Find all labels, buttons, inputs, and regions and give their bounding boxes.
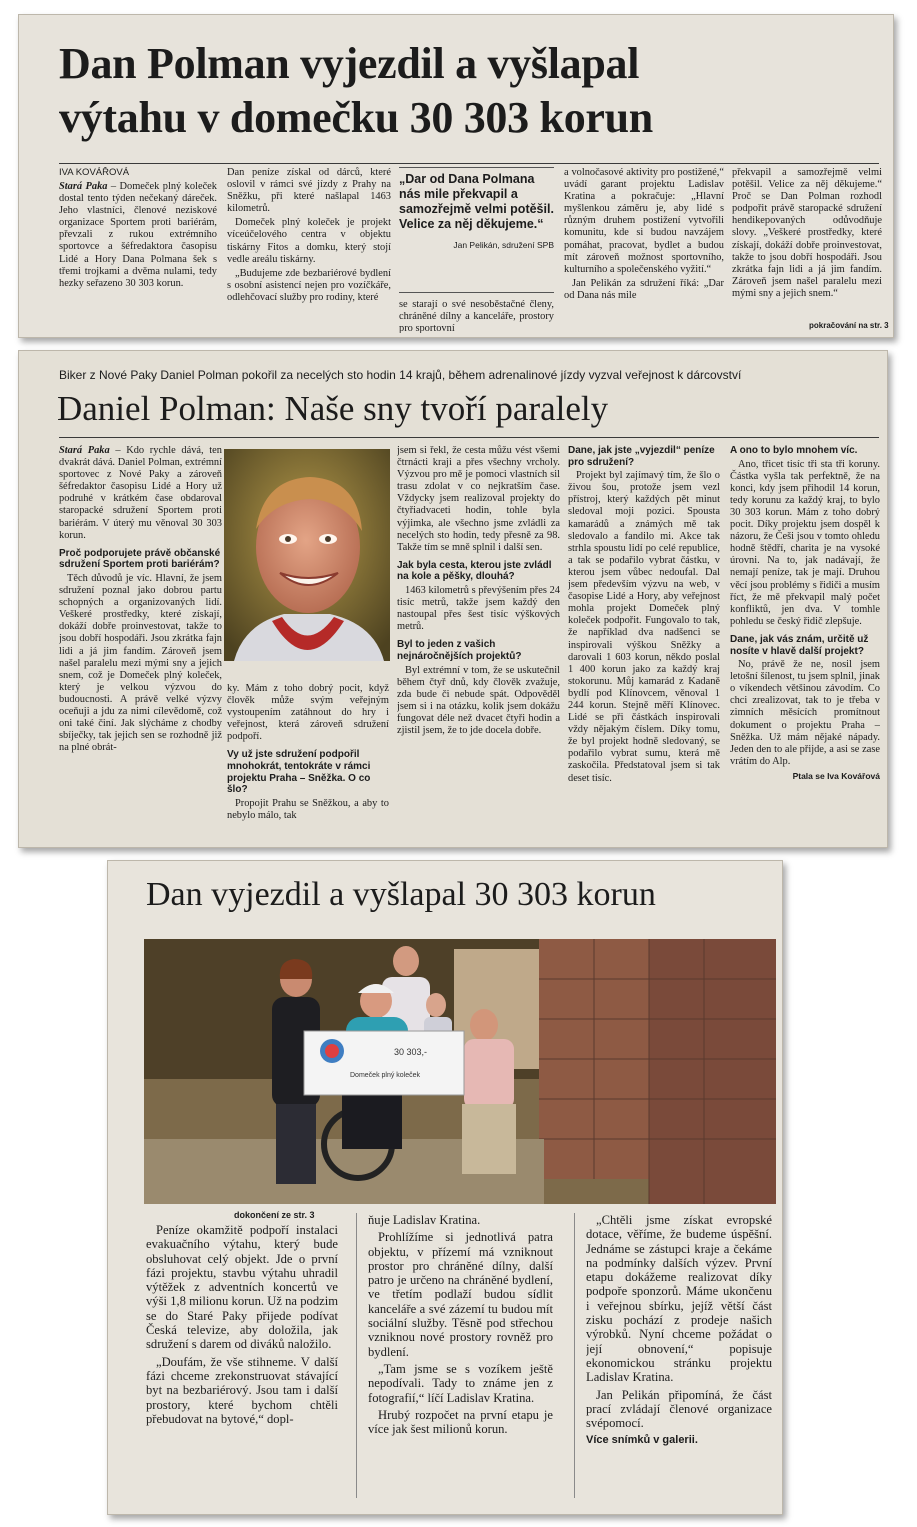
clip2-column-2 <box>227 683 389 839</box>
clip2-column-4 <box>568 445 720 839</box>
clipping-2 <box>18 350 888 848</box>
clip3-divider-2 <box>574 1213 575 1498</box>
clip1-col2-p3: „Budujeme zde bezbariérové bydlení s osobní asistencí nejen pro vozíčkáře, odlehčovací služby pro rodiny, které <box>227 267 391 303</box>
clip2-answer-5: Projekt byl zajímavý tím, že šlo o živou šou, protože jsem vezl přístroj, který každých pět minut sledoval moji pozici. Spousta kamarádů a známých mě tak sledovalo a fandilo mi. Akce tak strhla spoustu lidí po celé republice, a tak se podařilo vybrat částku, v kterou jsem vůbec nedoufal. Dal jsem především výzvu na web, v časopise Lidé a Hory, aby veřejnost mohla projekt Domeček plný koleček podpořit. Fungovalo to tak, že například dva nadšenci se inspirovali výškou Sněžky a darovali 1 603 korun, někdo poslal 1 400 korun jako za každý kraj stokorunu. Můj kamarád z Kadaně bydlí pod Klínovcem, věnoval 1 244 korun. Stejně měří Klínovec. Lidé se při částkách inspirovali vždy nějakým číslem. Díky tomu, že byl projekt hodně sledovaný, se podařilo vybrat sumu, která mě zaskočila. Předstatoval jsem si tak deset tisíc. <box>568 470 720 784</box>
clip3-col1-p2: „Doufám, že vše stihneme. V další fázi chceme zrekonstruovat stávající byt na bezbariérový. Jsou tam i další prostory, které bychom chtěli přebudovat na bytové,“ dopl- <box>146 1354 338 1426</box>
clip2-signoff: Ptala se Iva Kovářová <box>792 770 880 781</box>
clip2-headline-rule <box>59 437 879 438</box>
clip3-col2-p0: ňuje Ladislav Kratina. <box>368 1213 481 1227</box>
check-title: Domeček plný koleček <box>350 1072 421 1079</box>
clip2-answer-2: Propojit Prahu se Sněžkou, a aby to nebylo málo, tak <box>227 797 389 821</box>
clip1-col2-p1: Dan peníze získal od dárců, které oslovil v rámci své jízdy z Prahy na Sněžku, při které našlapal 1463 kilometrů. <box>227 167 391 215</box>
clip2-question-5: Dane, jak jste „vyjezdil“ peníze pro sdružení? <box>568 445 715 468</box>
clip1-column-4 <box>564 167 724 333</box>
clip1-column-2 <box>227 167 391 331</box>
clip2-answer-1: Těch důvodů je víc. Hlavní, že jsem sdružení poznal jako dobrou partu schopných a organizovaných lidí. Veškeré prostředky, které získají, dokáží dobře proinvestovat, takže to jsou dobří hospodáři. Jsou zkrátka fajn lidi a já jim fandím. Zároveň jsem našel paralelu mezi mými sny a jejich snem, což je Domeček plný koleček, který je velkou výzvou do budoucnosti. A právě velké výzvy oceňuji a jdu za nimi cílevědomě, což oni také činí. Jak slýcháme z chodby sbíječky, tak jejich sen se rozhodně již na plné obrát- <box>59 572 222 754</box>
clip1-quote-text: „Dar od Dana Polmana nás mile překvapil a samozřejmě velmi potěšil. Velice za něj děkujeme.“ <box>399 172 554 231</box>
clip1-column-1 <box>59 181 217 331</box>
clip2-question-1: Proč podporujete právě občanské sdružení Sportem proti bariérám? <box>59 547 221 571</box>
clip2-portrait-photo <box>224 449 390 661</box>
clip1-headline-rule <box>59 163 879 164</box>
clip1-col3-text: se starají o své nesoběstačné členy, chráněné dílny a kanceláře, prostory pro sportovní <box>399 299 554 333</box>
clip2-col2-text: ky. Mám z toho dobrý pocit, když člověk může svým veřejným vystoupením zatáhnout do hry i veřejnost, která zároveň sdružení podpoří. <box>227 683 389 743</box>
clip1-place: Stará Paka <box>59 181 108 192</box>
clip2-headline: Daniel Polman: Naše sny tvoří paralely <box>57 389 609 428</box>
clip2-col3-text: jsem si řekl, že cesta můžu vést všemi čtrnácti kraji a přes všechny vrcholy. Výzvou pro mě je pomoci vlastních sil trasu zdolat v co nejkratším čase. Vždycky jsem realizoval projekty do čtyřiadvaceti hodin, tohle byla výjimka, ale všechno jsme zvládli za necelých sto hodin, tedy přesně za 98. Takže tím se mně splnil i další sen. <box>397 445 560 553</box>
clip3-gallery-link[interactable]: Více snímků v galerii. <box>586 1434 698 1447</box>
clip3-column-1 <box>146 1223 338 1511</box>
clip1-col5-text: překvapil a samozřejmě velmi potěšil. Velice za něj děkujeme.“ Proč se Dan Polman rozhodl podpořit právě staropacké sdružení hendikepovaných odůvodňuje slovy. „Veškeré prostředky, které získají, dokáží dobře proinvestovat, takže to jsou dobří hospodáři. Jsou zkrátka fajn lidi a já jim fandím. Zároveň jsem našel paralelu mezi mými sny a jejich snem.“ <box>732 167 882 299</box>
clip2-answer-4: Byl extrémní v tom, že se uskutečnil během čtyř dnů, kdy člověk zvažuje, zda bude či nebude spát. Odpověděl jsem si i na otázku, kolik jsem dokážu fungovat déle než dvacet čtyři hodin a zjistil jsem, že to jde docela dobře. <box>397 664 560 737</box>
clip3-continued-from: dokončení ze str. 3 <box>234 1210 315 1220</box>
clip3-col2-p1: Prohlížíme si jednotlivá patra objektu, v přízemí má vzniknout prostor pro chráněné dílny, další patro je určeno na chráněné bydlení, ve třetím podlaží budou sídlit kanceláře a své zázemí tu budou mít sociální služby. Těsně pod střechou vzniknou nové prostory rovněž pro bydlení. <box>368 1230 553 1359</box>
clip1-col1-text: – Domeček plný koleček dostal tento týden nečekaný dáreček. Jeho vlastníci, členové neziskové organizace Sportem proti bariérám, převzali z rukou extrémního sportovce a šéfredaktora časopisu Lidé a Hory Dana Polmana šek s třemi trojkami a dvěma nulami, tedy hezky seřazeno 30 303 korun. <box>59 181 217 289</box>
clip2-question-4: Byl to jeden z vašich nejnáročnějších projektů? <box>397 639 522 662</box>
clip3-col3-p1: „Chtěli jsme získat evropské dotace, věříme, že budeme úspěšní. Jednáme se zástupci kraje a čekáme na podmínky dalších výzev. První etapu dokážeme realizovat díky podpoře sponzorů. Máme ukončenu i veřejnou sbírku, jejíž větší část zisku pochází z prodeje našich výrobků. Nyní chceme požádat o její obnovení,“ popisuje ekonomickou stránku projektu Ladislav Kratina. <box>586 1213 772 1385</box>
clip1-col4-p1: a volnočasové aktivity pro postižené,“ uvádí garant projektu Ladislav Kratina a pokračuje: „Hlavní myšlenkou záměru je, aby lidé s různým druhem postižení vytvořili komunitu, kde si budou navzájem pomáhat, pracovat, bydlet a budou mít zároveň možnost sportovního, kulturního a společenského vyžití.“ <box>564 167 724 275</box>
clip1-column-3-bottom <box>399 299 554 333</box>
clip2-answer-3: 1463 kilometrů s převýšením přes 24 tisíc metrů, takže jsem každý den nastoupal přes šest tisíc výškových metrů. <box>397 585 560 633</box>
group-photo-image <box>144 939 776 1204</box>
clip2-question-7: Dane, jak vás znám, určitě už nosíte v hlavě další projekt? <box>730 633 869 657</box>
clip3-divider-1 <box>356 1213 357 1498</box>
clip2-question-2: Vy už jste sdružení podpořil mnohokrát, tentokráte v rámci projektu Praha – Sněžka. O co šlo? <box>227 749 371 796</box>
clipping-1 <box>18 14 894 338</box>
clip3-col3-p2: Jan Pelikán připomíná, že část prací zvládají členové organizace svépomocí. <box>586 1387 772 1431</box>
clip1-continued: pokračování na str. 3 <box>809 321 889 330</box>
clip3-col2-p2: „Tam jsme se s vozíkem ještě nepodívali. Tady to známe jen z fotografií,“ líčí Ladislav Kratina. <box>368 1361 553 1405</box>
check-amount: 30 303,- <box>394 1047 428 1057</box>
clip1-headline-line2: výtahu v domečku 30 303 korun <box>59 93 653 142</box>
clip3-column-2 <box>368 1213 553 1509</box>
clipping-3 <box>107 860 783 1515</box>
clip1-column-5 <box>732 167 882 319</box>
clip3-column-3 <box>586 1213 772 1509</box>
clip1-quote-author: Jan Pelikán, sdružení SPB <box>453 240 554 250</box>
clip3-group-photo <box>144 939 776 1204</box>
clip2-place: Stará Paka <box>59 445 110 456</box>
clip2-column-1 <box>59 445 222 839</box>
portrait-image <box>224 449 390 661</box>
clip2-question-6: A ono to bylo mnohem víc. <box>730 445 858 456</box>
clip2-question-3: Jak byla cesta, kterou jste zvládl na kole a pěšky, dlouhá? <box>397 559 552 583</box>
clip1-col2-p2: Domeček plný koleček je projekt víceúčelového centra v objektu tiskárny Fitos a domku, který stojí vedle areálu tiskárny. <box>227 217 391 265</box>
clip1-pull-quote <box>399 167 554 293</box>
giant-check <box>304 1031 464 1095</box>
clip1-headline <box>59 37 879 145</box>
clip2-answer-7: No, právě že ne, nosil jsem letošní šílenost, tu jsem splnil, jinak o víkendech většinou závodím. Co chci zrealizovat, tak to je třeba v zimních měsících promítnout dokument o projektu Praha – Sněžka. Už mám nějaké nápady. Jeden den to ale přijde, a asi se zase vrátím do Alp. <box>730 659 880 767</box>
clip2-answer-6: Ano, třicet tisíc tři sta tři koruny. Částka vyšla tak perfektně, že na konci, kdy jsem přihodil 14 korun, tedy korunu za každý kraj, to bylo 30 303 korun. Mám z toho dobrý pocit. Díky projektu jsem dospěl k názoru, že Češi jsou v tomto ohledu hodně štědří, charita je na vysoké úrovni. Na to, jak nadávají, že nemají peníze, tak je mají. Druhou věcí jsou problémy s řidiči a musím říct, že mě překvapil malý počet konfliktů, jen dva. V tomhle pohledu se český řidič zlepšuje. <box>730 458 880 627</box>
clip3-col2-p3: Hrubý rozpočet na první etapu je více jak šest milionů korun. <box>368 1407 553 1437</box>
clip2-col1-intro: – Kdo rychle dává, ten dvakrát dává. Daniel Polman, extrémní sportovec z Nové Paky a zároveň šéfredaktor časopisu Lidé a Hory už podruhé v krátkém čase obdaroval staropacké sdružení Sportem proti bariérám. V úterý mu věnoval 30 303 korun. <box>59 445 222 541</box>
clip3-col1-p1: Peníze okamžitě podpoří instalaci evakuačního výtahu, který bude obsluhovat celý objekt. Jde o první fázi projektu, stavbu výtahu uhradil výtěžek z adventních koncertů ve výši 1,8 milionu korun. Už na podzim se do Staré Paky přijede podívat Česká televize, aby doložila, jak sdružení s darem od diváků naložilo. <box>146 1223 338 1352</box>
clip2-kicker: Biker z Nové Paky Daniel Polman pokořil za necelých sto hodin 14 krajů, během adrenalinové jízdy vyzval veřejnost k dárcovství <box>59 368 742 382</box>
clip2-column-5 <box>730 445 880 839</box>
clip1-byline: IVA KOVÁŘOVÁ <box>59 167 130 178</box>
clip2-column-3 <box>397 445 560 839</box>
clip3-headline: Dan vyjezdil a vyšlapal 30 303 korun <box>146 876 656 913</box>
clip1-headline-line1: Dan Polman vyjezdil a vyšlapal <box>59 39 640 88</box>
clip1-col4-p2: Jan Pelikán za sdružení říká: „Dar od Dana nás mile <box>564 277 724 301</box>
